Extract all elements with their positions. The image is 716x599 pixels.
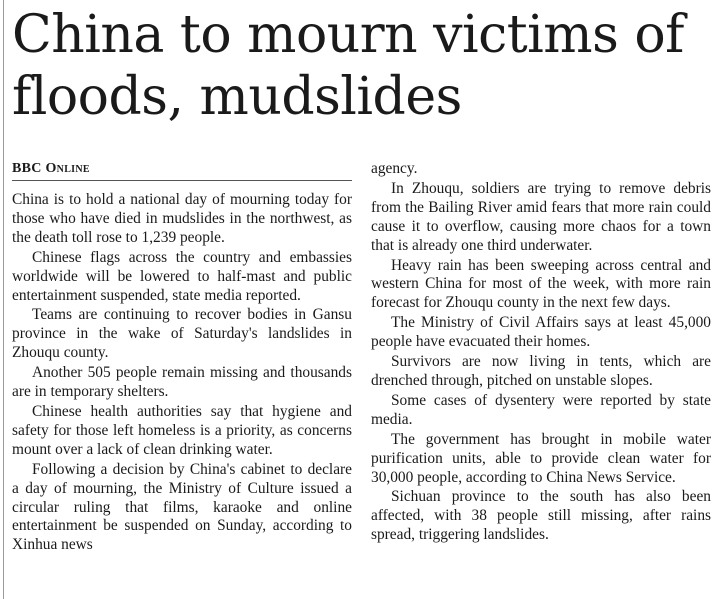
paragraph: Teams are continuing to recover bodies in Gansu province in the wake of Saturday's landslides in Zhouqu county.	[12, 306, 352, 362]
paragraph: The Ministry of Civil Affairs says at least 45,000 people have evacuated their homes.	[371, 314, 711, 351]
paragraph: In Zhouqu, soldiers are trying to remove debris from the Bailing River amid fears that more rain could cause it to overflow, causing more chaos for a town that is already one third underwater.	[371, 179, 711, 254]
paragraph: agency.	[371, 160, 418, 177]
page-edge-rule	[3, 0, 4, 599]
paragraph: Another 505 people remain missing and thousands are in temporary shelters.	[12, 364, 352, 401]
paragraph: Some cases of dysentery were reported by state media.	[371, 391, 711, 428]
headline: China to mourn victims of floods, mudslides	[12, 5, 684, 127]
paragraph: Chinese flags across the country and embassies worldwide will be lowered to half-mast and public entertainment suspended, state media reported.	[12, 248, 352, 304]
paragraph: Chinese health authorities say that hygiene and safety for those left homeless is a priority, as concerns mount over a lack of clean drinking water.	[12, 402, 352, 458]
paragraph: Heavy rain has been sweeping across central and western China for most of the week, with more rain forecast for Zhouqu county in the next few days.	[371, 256, 711, 312]
paragraph: Survivors are now living in tents, which are drenched through, pitched on unstable slopes.	[371, 353, 711, 389]
paragraph: Following a decision by China's cabinet to declare a day of mourning, the Ministry of Culture issued a circular ruling that films, karaoke and online entertainment be suspended on Sunday, according to Xinhua news	[12, 460, 352, 554]
article-column-left	[12, 160, 352, 556]
article-column-right	[371, 160, 711, 546]
paragraph: The government has brought in mobile water purification units, able to provide clean water for 30,000 people, according to China News Service.	[371, 430, 711, 486]
paragraph: Sichuan province to the south has also been affected, with 38 people still missing, after rains spread, triggering landslides.	[371, 488, 711, 544]
paragraph: China is to hold a national day of mourning today for those who have died in mudslides in the northwest, as the death toll rose to 1,239 people.	[12, 191, 352, 246]
byline: BBC Online	[12, 158, 352, 181]
